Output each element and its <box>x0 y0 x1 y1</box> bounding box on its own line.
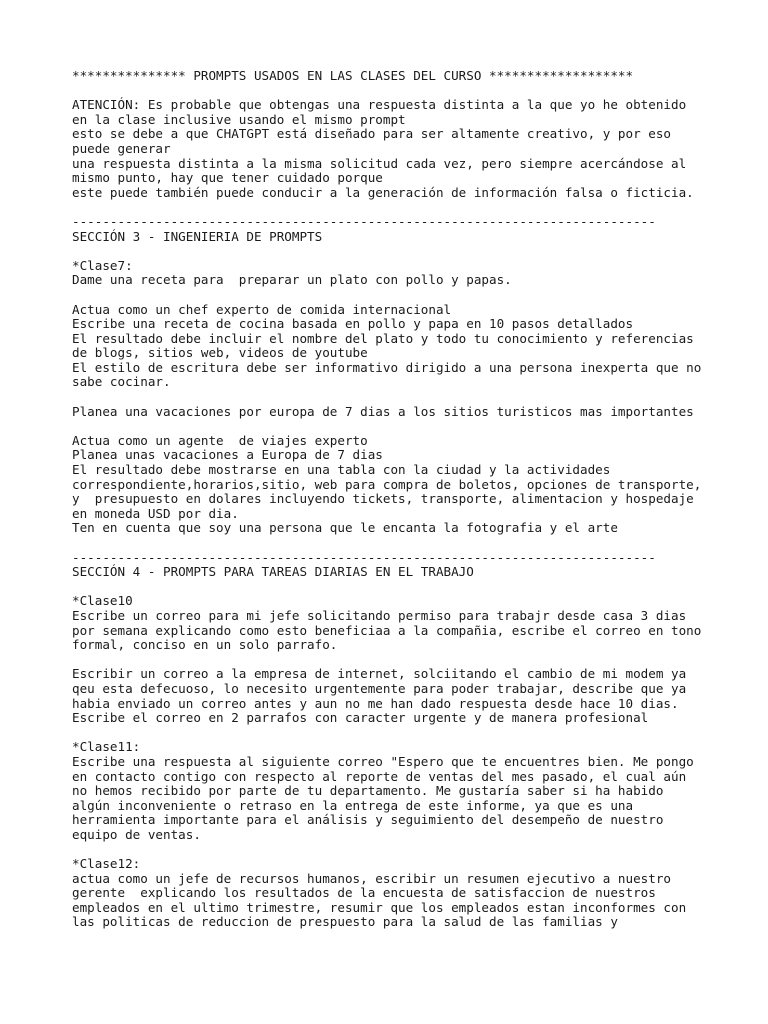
text-line: El estilo de escritura debe ser informativo dirigido a una persona inexperta que no <box>72 359 702 375</box>
text-line: una respuesta distinta a la misma solicitud cada vez, pero siempre acercándose al <box>72 155 687 171</box>
text-line: Escribe una respuesta al siguiente correo "Espero que te encuentres bien. Me pongo <box>72 753 694 769</box>
text-line: Ten en cuenta que soy una persona que le encanta la fotografia y el arte <box>72 520 618 536</box>
text-line: Actua como un agente de viajes experto <box>72 432 368 448</box>
text-line: gerente explicando los resultados de la encuesta de satisfaccion de nuestros <box>72 885 656 901</box>
text-line: equipo de ventas. <box>72 826 201 842</box>
text-line: SECCIÓN 4 - PROMPTS PARA TAREAS DIARIAS EN EL TRABAJO <box>72 564 474 580</box>
text-line: El resultado debe mostrarse en una tabla con la ciudad y la actividades <box>72 462 611 478</box>
text-line: actua como un jefe de recursos humanos, escribir un resumen ejecutivo a nuestro <box>72 870 671 886</box>
text-line: sabe cocinar. <box>72 374 171 390</box>
text-line: en la clase inclusive usando el mismo prompt <box>72 111 406 127</box>
document-text <box>72 69 768 930</box>
text-line: y presupuesto en dolares incluyendo tickets, transporte, alimentacion y hospedaje <box>72 491 694 507</box>
text-line: este puede también puede conducir a la generación de información falsa o ficticia. <box>72 184 694 200</box>
text-line: empleados en el ultimo trimestre, resumir que los empleados estan inconformes con <box>72 899 687 915</box>
text-line: las politicas de reduccion de prespuesto para la salud de las familias y <box>72 914 618 930</box>
text-line: habia enviado un correo antes y aun no me han dado respuesta desde hace 10 dias. <box>72 695 679 711</box>
text-line: Escribe el correo en 2 parrafos con caracter urgente y de manera profesional <box>72 710 649 726</box>
text-line: ATENCIÓN: Es probable que obtengas una respuesta distinta a la que yo he obtenido <box>72 97 687 113</box>
text-line: El resultado debe incluir el nombre del plato y todo tu conocimiento y referencias <box>72 330 694 346</box>
text-line: formal, conciso en un solo parrafo. <box>72 637 338 653</box>
text-line: SECCIÓN 3 - INGENIERIA DE PROMPTS <box>72 228 323 244</box>
text-line: Planea unas vacaciones a Europa de 7 dias <box>72 447 383 463</box>
text-line: esto se debe a que CHATGPT está diseñado para ser altamente creativo, y por eso <box>72 126 671 142</box>
text-line: puede generar <box>72 140 171 156</box>
text-line: no hemos recibido por parte de tu departamento. Me gustaría saber si ha habido <box>72 783 664 799</box>
text-line: Escribe una receta de cocina basada en pollo y papa en 10 pasos detallados <box>72 316 634 332</box>
text-line: Actua como un chef experto de comida internacional <box>72 301 452 317</box>
text-line: Escribir un correo a la empresa de internet, solciitando el cambio de mi modem ya <box>72 666 687 682</box>
text-line: en contacto contigo con respecto al reporte de ventas del mes pasado, el cual aún <box>72 768 687 784</box>
text-line: *Clase7: <box>72 257 133 273</box>
text-line: correspondiente,horarios,sitio, web para compra de boletos, opciones de transporte, <box>72 476 702 492</box>
text-line: *Clase10 <box>72 593 133 609</box>
text-line: de blogs, sitios web, videos de youtube <box>72 345 368 361</box>
text-line: *Clase11: <box>72 739 141 755</box>
text-line: mismo punto, hay que tener cuidado porque <box>72 170 383 186</box>
text-line: en moneda USD por dia. <box>72 505 239 521</box>
text-line: *************** PROMPTS USADOS EN LAS CLASES DEL CURSO ******************* <box>72 68 634 83</box>
text-line: Escribe un correo para mi jefe solicitando permiso para trabajr desde casa 3 dias <box>72 607 687 623</box>
text-line: Planea una vacaciones por europa de 7 dias a los sitios turisticos mas importantes <box>72 403 694 419</box>
text-line: *Clase12: <box>72 856 141 872</box>
text-line: herramienta importante para el análisis y seguimiento del desempeño de nuestro <box>72 812 664 828</box>
text-line: Dame una receta para preparar un plato con pollo y papas. <box>72 272 512 288</box>
text-line: algún inconveniente o retraso en la entrega de este informe, ya que es una <box>72 797 634 813</box>
text-line: ----------------------------------------------------------------------------- <box>72 549 656 565</box>
text-line: por semana explicando como esto beneficiaa a la compañia, escribe el correo en tono <box>72 622 702 638</box>
text-line: ----------------------------------------------------------------------------- <box>72 213 656 229</box>
text-line: qeu esta defecuoso, lo necesito urgentemente para poder trabajar, describe que ya <box>72 680 687 696</box>
